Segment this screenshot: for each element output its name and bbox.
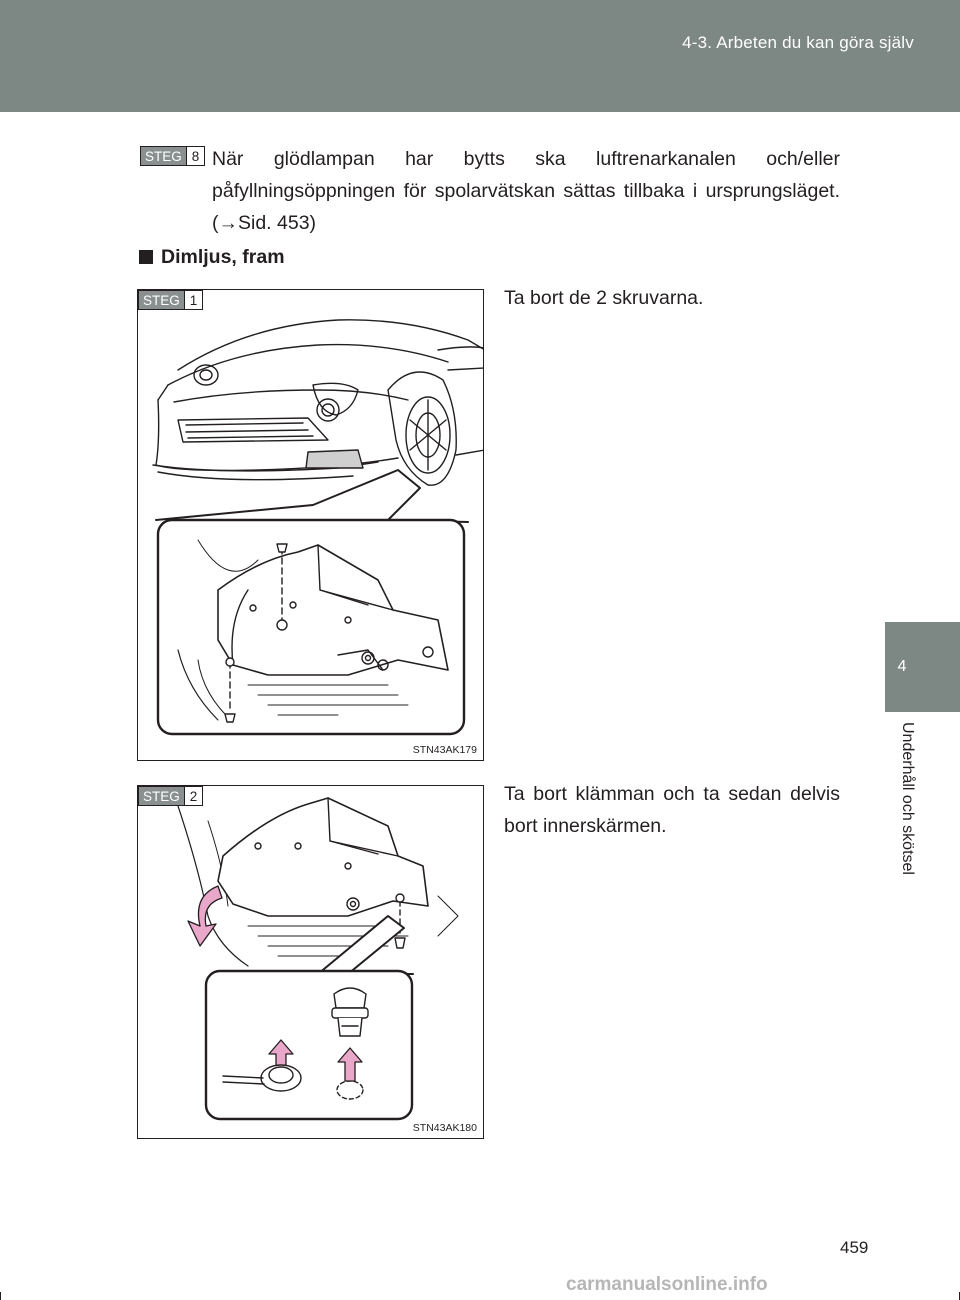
- step-badge-label: STEG: [139, 787, 184, 805]
- figure-1-description: Ta bort de 2 skruvarna.: [504, 287, 704, 309]
- step-badge: [138, 290, 203, 310]
- watermark: carmanualsonline.info: [566, 1274, 768, 1295]
- figure-2: [137, 785, 484, 1139]
- page-number: 459: [840, 1238, 869, 1257]
- step-8-text: När glödlampan har bytts ska luftrenarkanalen och/eller påfyllningsöppningen för spolarvätskan sättas tillbaka i ursprungsläget. (→Sid. 453): [212, 148, 840, 234]
- figure-2-description: Ta bort klämman och ta sedan delvis bort innerskärmen.: [504, 783, 840, 837]
- square-bullet-icon: [139, 250, 153, 264]
- figure-1: [137, 289, 484, 761]
- figure-1-illustration: [138, 290, 484, 761]
- section-heading: [139, 246, 285, 269]
- step-badge: [138, 786, 203, 806]
- step-badge-number: 8: [186, 147, 205, 165]
- step-badge-label: STEG: [141, 147, 186, 165]
- figure-code: STN43AK180: [412, 1122, 477, 1134]
- step-badge-number: 1: [184, 291, 203, 309]
- step-badge: [140, 146, 205, 166]
- crop-mark: [0, 1292, 1, 1300]
- figure-code: STN43AK179: [412, 744, 477, 756]
- page-header: [0, 0, 960, 112]
- figure-2-illustration: [138, 786, 484, 1139]
- chapter-tab: [885, 622, 960, 712]
- step-8: [140, 143, 840, 239]
- chapter-label: Underhåll och skötsel: [899, 722, 916, 875]
- section-title: Dimljus, fram: [161, 246, 285, 268]
- step-badge-label: STEG: [139, 291, 184, 309]
- step-badge-number: 2: [184, 787, 203, 805]
- chapter-number: 4: [897, 658, 907, 675]
- header-title: 4-3. Arbeten du kan göra själv: [682, 33, 914, 52]
